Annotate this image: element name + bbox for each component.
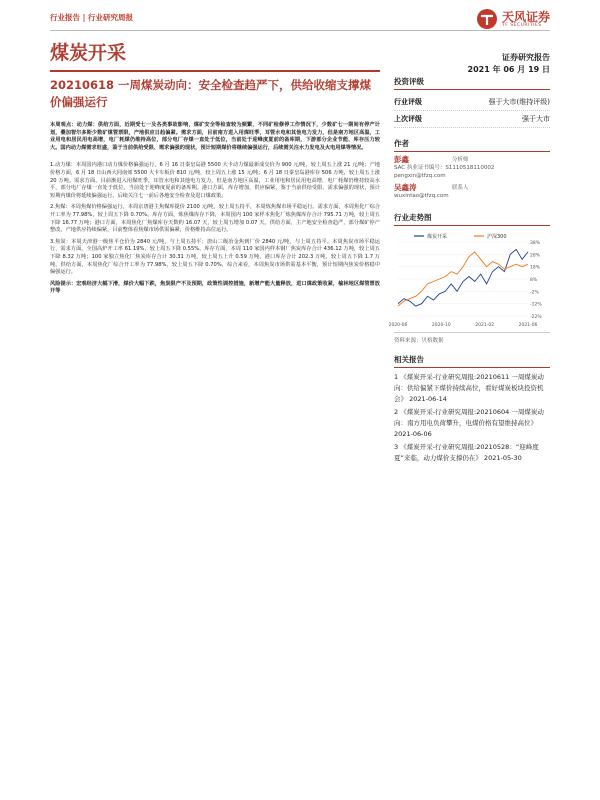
series-line-0 bbox=[398, 249, 528, 306]
breadcrumb: 行业报告 | 行业研究周报 bbox=[50, 13, 133, 22]
rating-row bbox=[394, 111, 550, 128]
author-card bbox=[394, 184, 550, 200]
legend-label: 煤炭开采 bbox=[427, 234, 448, 240]
related-header: 相关报告 bbox=[394, 354, 550, 368]
legend-label: 沪深300 bbox=[487, 234, 507, 240]
brand-sub: TF SECURITIES bbox=[501, 22, 542, 28]
chart-source: 资料来源：贝格数据 bbox=[394, 332, 550, 344]
brand-name: 天风证券 bbox=[501, 9, 550, 24]
y-tick-label: -2% bbox=[530, 290, 539, 296]
chart-header: 行业走势图 bbox=[394, 212, 550, 226]
rating-value: 强于大市 bbox=[522, 115, 550, 123]
header-divider bbox=[50, 30, 550, 31]
x-tick-label: 2021-06 bbox=[518, 323, 538, 328]
author-name: 彭鑫 bbox=[394, 155, 409, 164]
y-tick-label: 38% bbox=[530, 241, 541, 246]
author-license: SAC 执业证书编号：S1110518110002 bbox=[394, 165, 495, 171]
report-body bbox=[50, 122, 380, 300]
trend-chart bbox=[388, 230, 550, 330]
author-email[interactable]: pengxin@tfzq.com bbox=[394, 173, 446, 179]
y-tick-label: 8% bbox=[530, 278, 538, 283]
y-tick-label: -12% bbox=[530, 302, 542, 308]
report-type: 证券研究报告 bbox=[502, 53, 550, 62]
rating-key: 行业评级 bbox=[394, 98, 422, 106]
report-date: 2021 年 06 月 19 日 bbox=[467, 65, 550, 74]
y-tick-label: 28% bbox=[530, 253, 541, 259]
tf-logo-icon bbox=[476, 8, 498, 30]
x-tick-label: 2020-10 bbox=[431, 323, 451, 328]
rating-value: 强于大市(维持评级) bbox=[488, 98, 550, 106]
header-bar bbox=[50, 8, 550, 30]
report-title: 20210618 一周煤炭动向：安全检查趋严下，供给收缩支撑煤价偏强运行 bbox=[50, 78, 372, 109]
summary-paragraph: 本周观点：动力煤：供给方面，近期受七一及各类事故影响，煤矿安全等检查较为频繁，不同矿检修停工作情况下，少数矿七一期间有停产计划，叠加智尔多斯少数矿煤管票限，产地供应日趋偏紧。需求方面，目前南方进入用煤旺季，耳管水电和其他电力发力，但是南方地区高温，工业用电和居民用电高增，电厂耗煤仍维持高位，部分电厂存煤一直处于低位，当前处于迎峰度夏前的备库期，下游部分企业节能、库存压力较大。国内动力煤需求旺盛，鉴于当前供给受限、需求偏强的现状，预计短期煤价将继续偏强运行，后续需关注水力发电及火电用煤等情况。 bbox=[50, 122, 380, 151]
risk-warning: 风险提示：宏观经济大幅下滑，煤价大幅下跌，焦炭限产不及预期，政策性调控措施，新增产能大量释放，进口煤政策收紧，榆林地区煤管票放开等 bbox=[50, 280, 380, 295]
rating-row bbox=[394, 94, 550, 111]
related-report[interactable]: 1 《煤炭开采-行业研究周报:20210611 一周煤炭动向：供给偏紧下煤价持续高位，看好煤炭板块投资机会》 2021-06-14 bbox=[394, 373, 544, 403]
author-role: 联系人 bbox=[452, 185, 469, 191]
y-tick-label: -22% bbox=[530, 315, 542, 320]
sidebar bbox=[388, 76, 550, 466]
related-report[interactable]: 3 《煤炭开采-行业研究周报:20210528：“迎峰度夏”来临，动力煤价支撑仍在》 2021-05-30 bbox=[394, 443, 539, 462]
thermal-coal-paragraph: 1.动力煤：本周国内港口动力煤价格偏强运行，6 月 16 日秦皇岛港 5500 大卡动力煤最新成交价为 900 元/吨，较上周五上涨 21 元/吨；产地价格方面，6 月 18 日山西大同南郊 5500 大卡车板价 810 元/吨，较上周五上涨 15 元/吨；6 月 18 日秦皇岛港库存 506 万吨，较上周五上涨 20 万吨。需求方面，目前渐进入用煤旺季，耳管水电和其他电力发力，但是南方地区高温，工业用电和居民用电高增，电厂耗煤仍维持较高水平，部分电厂存煤一直处于低位，当前处于迎峰度夏前的备库期。港口方面，库存增加，供应偏紧，鉴于当前供给受限、需求偏强的现状，预计短期内煤价将延续偏强运行，后续关注七一前后各地安全检查及进口煤政策。 bbox=[50, 162, 380, 199]
trend-chart-svg bbox=[388, 230, 550, 330]
author-role: 分析师 bbox=[452, 157, 469, 163]
x-tick-label: 2020-06 bbox=[388, 323, 408, 328]
brand-logo bbox=[476, 8, 550, 30]
document-category: 煤炭开采 bbox=[50, 42, 127, 64]
rating-key: 上次评级 bbox=[394, 115, 422, 123]
author-card bbox=[394, 156, 550, 180]
related-report[interactable]: 2 《煤炭开采-行业研究周报:20210604 一周煤炭动向：南方用电负荷攀升，电煤价格有望维持高位》 2021-06-06 bbox=[394, 408, 544, 438]
author-email[interactable]: wuxintao@tfzq.com bbox=[394, 193, 449, 199]
x-tick-label: 2021-02 bbox=[475, 323, 495, 328]
coking-coal-paragraph: 2.焦煤：本周焦煤价格偏强运行，本周京唐港主焦煤库提价 2100 元/吨，较上周五持平，本周炼焦煤市场平稳运行。需求方面，本周焦化厂综合开工率为 77.98%，较上周五下降 0.70%。库存方面，炼焦煤库存下降，本周国内 100 家样本焦化厂炼焦煤库存合计 795.71 万吨，较上周五下降 16.77 万吨；港口方面，本周焦化厂焦煤库存天数约 16.07 天，较上周五增加 0.07 天。供给方面，主产地安全检查趋严，部分煤矿停产整改，产地供应持续偏紧，目前整体看焦煤市场供需偏紧，价格维持高位运行。 bbox=[50, 204, 380, 234]
y-tick-label: 18% bbox=[530, 265, 541, 271]
rating-header: 投资评级 bbox=[394, 76, 550, 90]
author-name: 吴鑫涛 bbox=[394, 183, 417, 192]
author-header: 作者 bbox=[394, 138, 550, 152]
title-divider bbox=[50, 70, 380, 72]
coke-paragraph: 3.焦炭：本周天津港一级焦平仓价为 2840 元/吨，与上周五持平；唐山二级冶金焦到厂价 2840 元/吨，与上周五持平。本周焦炭市场平稳运行，需求方面，全国高炉开工率 61.19%，较上周五下降 0.55%。库存方面，本周 110 家国内样本钢厂焦炭库存合计 436.12 万吨，较上周五下降 8.32 万吨；100 家独立焦化厂焦炭库存合计 30.31 万吨，较上周五上升 0.59 万吨。港口库存合计 202.3 万吨，较上周五下降 1.7 万吨。供给方面，本周焦化厂综合开工率为 77.98%，较上周五下降 0.70%，综合来看，本周焦炭市场供需基本平衡，预计短期内焦炭价格稳中偏强运行。 bbox=[50, 238, 380, 276]
